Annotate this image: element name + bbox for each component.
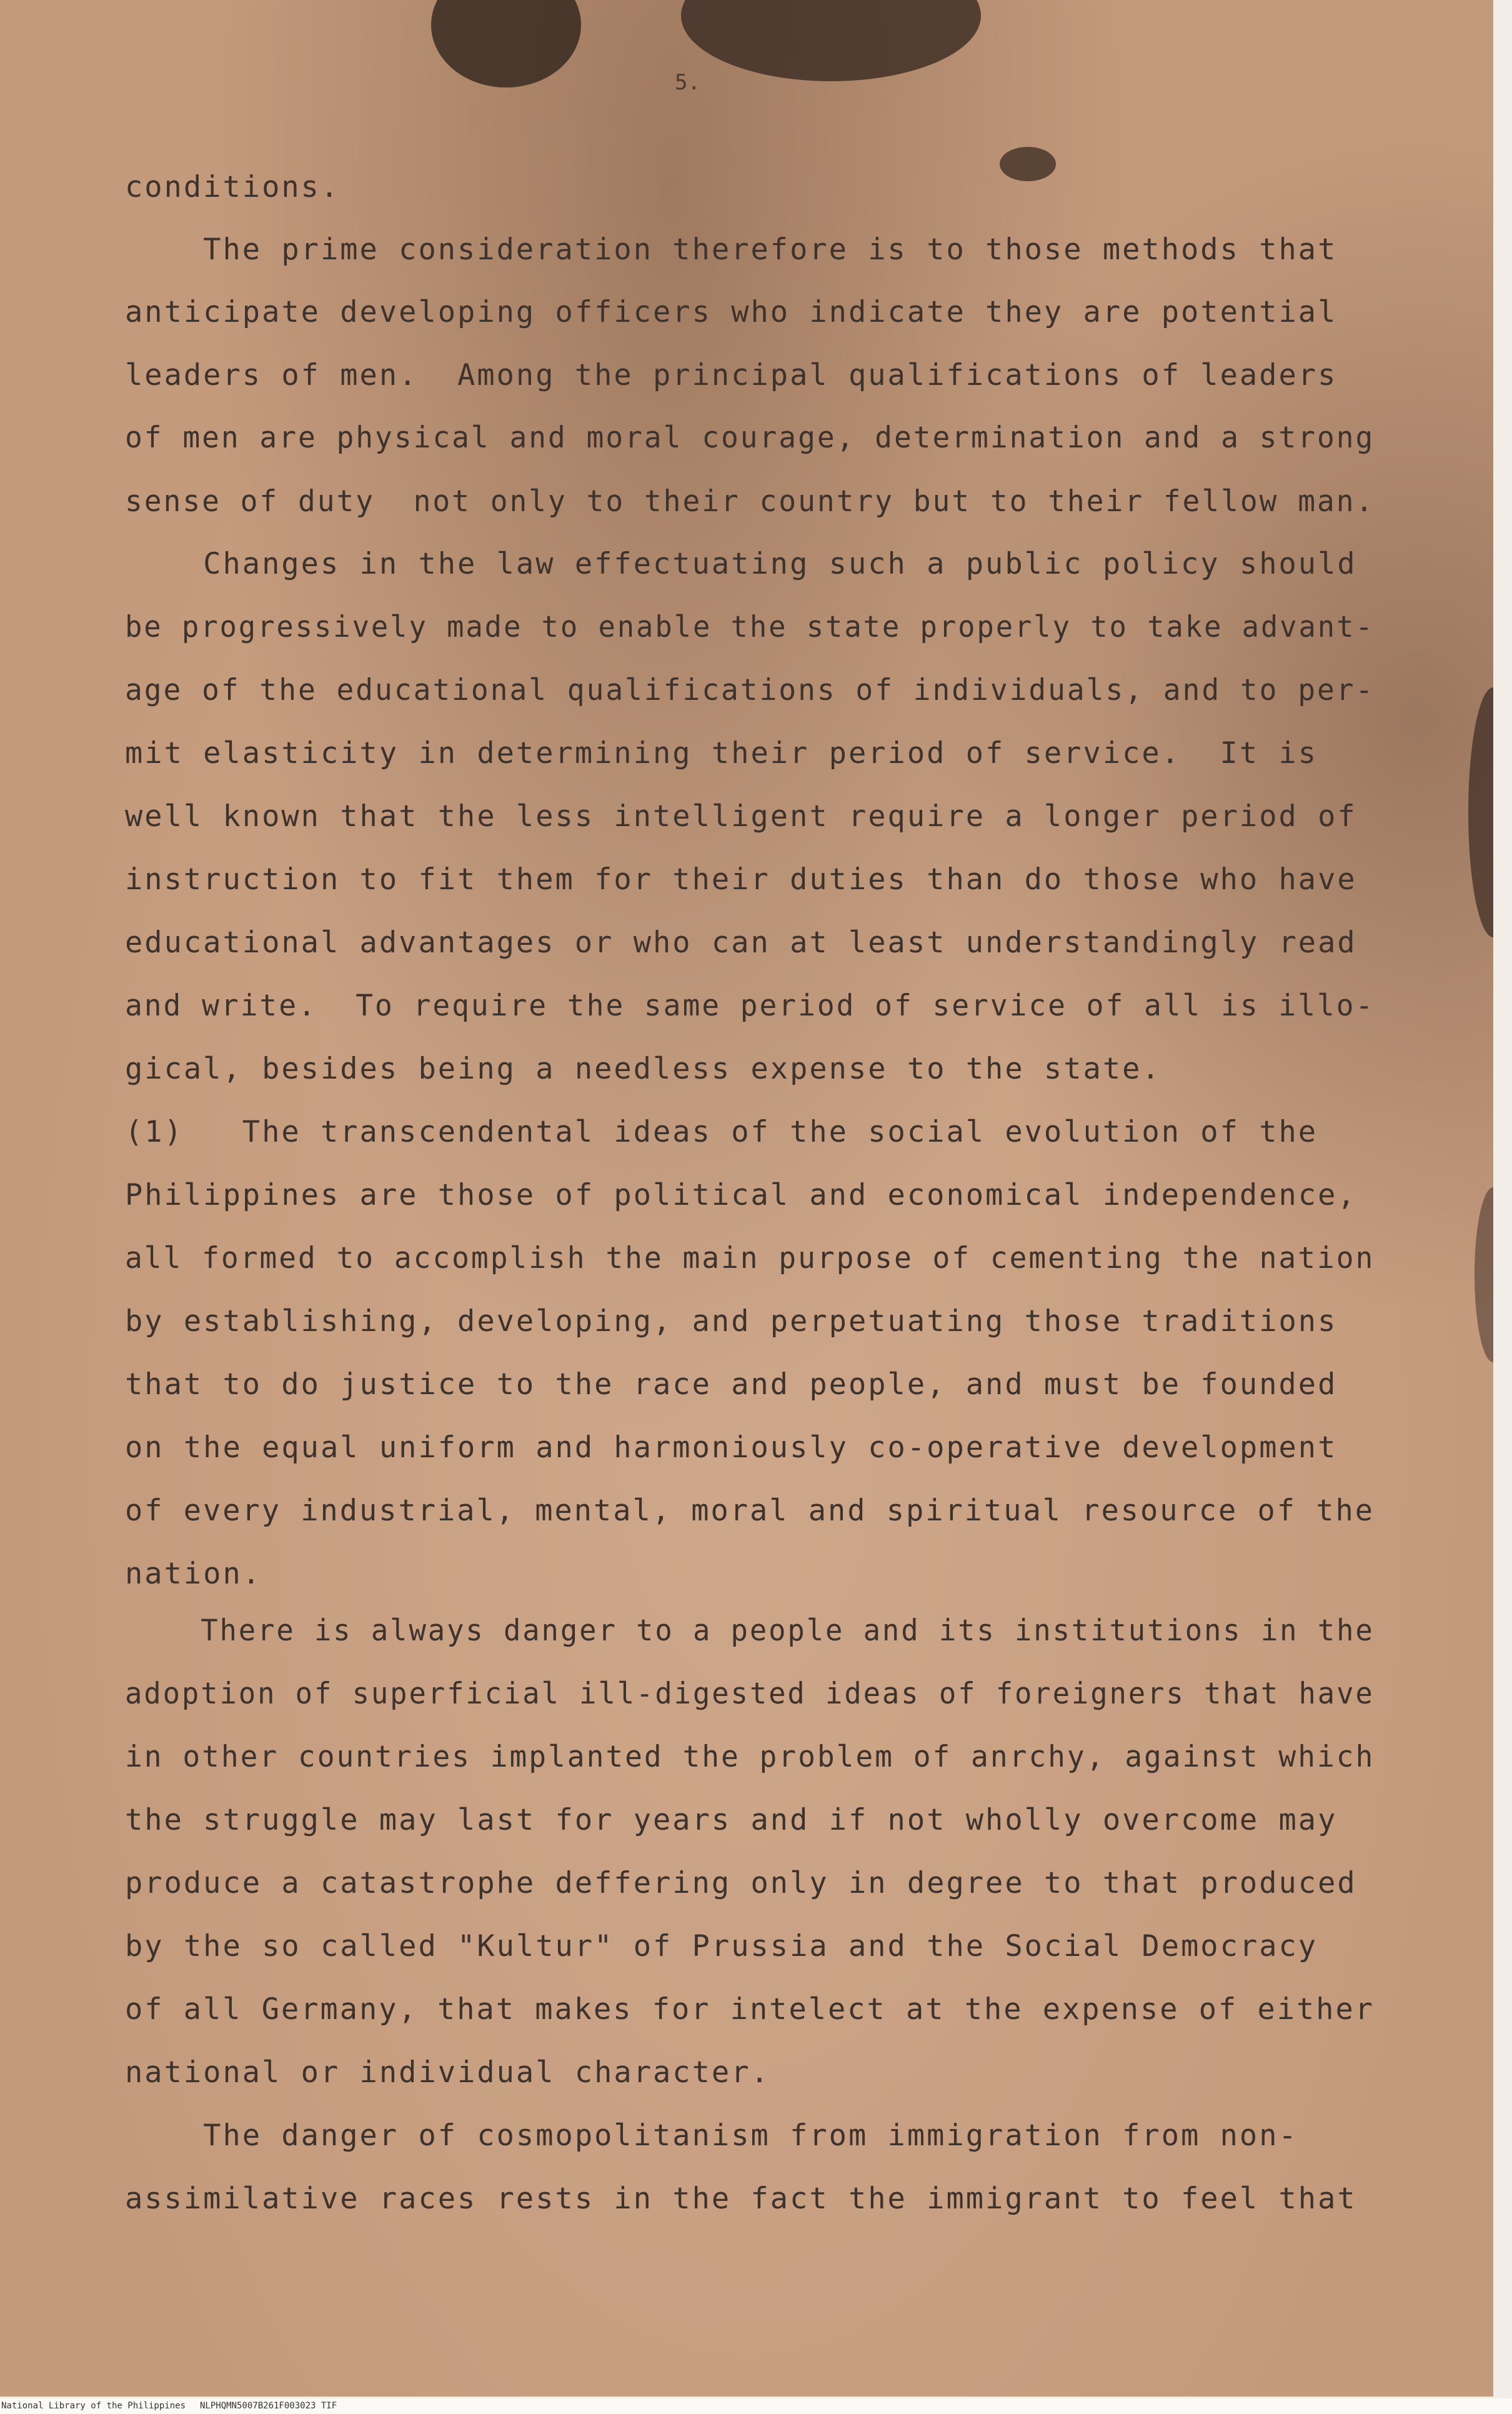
text-line: of every industrial, mental, moral and spiritual resource of the <box>125 1494 1375 1528</box>
text-line: There is always danger to a people and its institutions in the <box>125 1613 1375 1648</box>
text-line: age of the educational qualifications of individuals, and to per- <box>125 673 1375 707</box>
text-line: anticipate developing officers who indicate they are potential <box>125 295 1338 329</box>
text-line: in other countries implanted the problem of anrchy, against which <box>125 1740 1375 1774</box>
text-line: nation. <box>125 1557 262 1591</box>
text-line: adoption of superficial ill-digested ideas of foreigners that have <box>125 1677 1375 1711</box>
text-line: (1) The transcendental ideas of the social evolution of the <box>125 1115 1318 1149</box>
text-line: assimilative races rests in the fact the immigrant to feel that <box>125 2182 1357 2216</box>
page-number: 5. <box>675 70 700 95</box>
text-line: Changes in the law effectuating such a public policy should <box>125 547 1357 581</box>
burn-stain <box>681 0 981 81</box>
text-line: of all Germany, that makes for intelect at the expense of either <box>125 1992 1375 2027</box>
burn-stain <box>431 0 581 87</box>
burn-stain <box>1000 147 1056 181</box>
text-line: on the equal uniform and harmoniously co-operative development <box>125 1430 1338 1465</box>
file-id: NLPHQMN5007B261F003023 TIF <box>200 2401 337 2411</box>
text-line: sense of duty not only to their country but to their fellow man. <box>125 484 1375 519</box>
text-line: produce a catastrophe deffering only in degree to that produced <box>125 1866 1357 1900</box>
library-credit: National Library of the Philippines <box>1 2401 186 2411</box>
text-line: be progressively made to enable the state properly to take advant- <box>125 610 1375 644</box>
burn-stain <box>1468 687 1493 937</box>
text-line: mit elasticity in determining their period of service. It is <box>125 736 1318 771</box>
text-line: Philippines are those of political and economical independence, <box>125 1178 1357 1212</box>
text-line: all formed to accomplish the main purpose of cementing the nation <box>125 1241 1375 1275</box>
text-line: by the so called "Kultur" of Prussia and the Social Democracy <box>125 1929 1318 1963</box>
text-line: national or individual character. <box>125 2055 770 2090</box>
text-line: The danger of cosmopolitanism from immigration from non- <box>125 2118 1298 2153</box>
text-line: of men are physical and moral courage, determination and a strong <box>125 421 1375 455</box>
text-line: that to do justice to the race and people, and must be founded <box>125 1367 1338 1402</box>
text-line: gical, besides being a needless expense to the state. <box>125 1052 1161 1086</box>
text-line: educational advantages or who can at least understandingly read <box>125 925 1357 960</box>
text-line: the struggle may last for years and if not wholly overcome may <box>125 1803 1338 1837</box>
text-line: leaders of men. Among the principal qualifications of leaders <box>125 358 1338 392</box>
text-line: well known that the less intelligent require a longer period of <box>125 799 1357 834</box>
burn-stain <box>1475 1187 1493 1362</box>
text-line: conditions. <box>125 170 341 204</box>
text-line: instruction to fit them for their duties than do those who have <box>125 862 1357 897</box>
text-line: and write. To require the same period of service of all is illo- <box>125 989 1375 1023</box>
scan-footer <box>0 2398 1512 2414</box>
text-line: The prime consideration therefore is to those methods that <box>125 232 1338 267</box>
text-line: by establishing, developing, and perpetuating those traditions <box>125 1304 1338 1339</box>
